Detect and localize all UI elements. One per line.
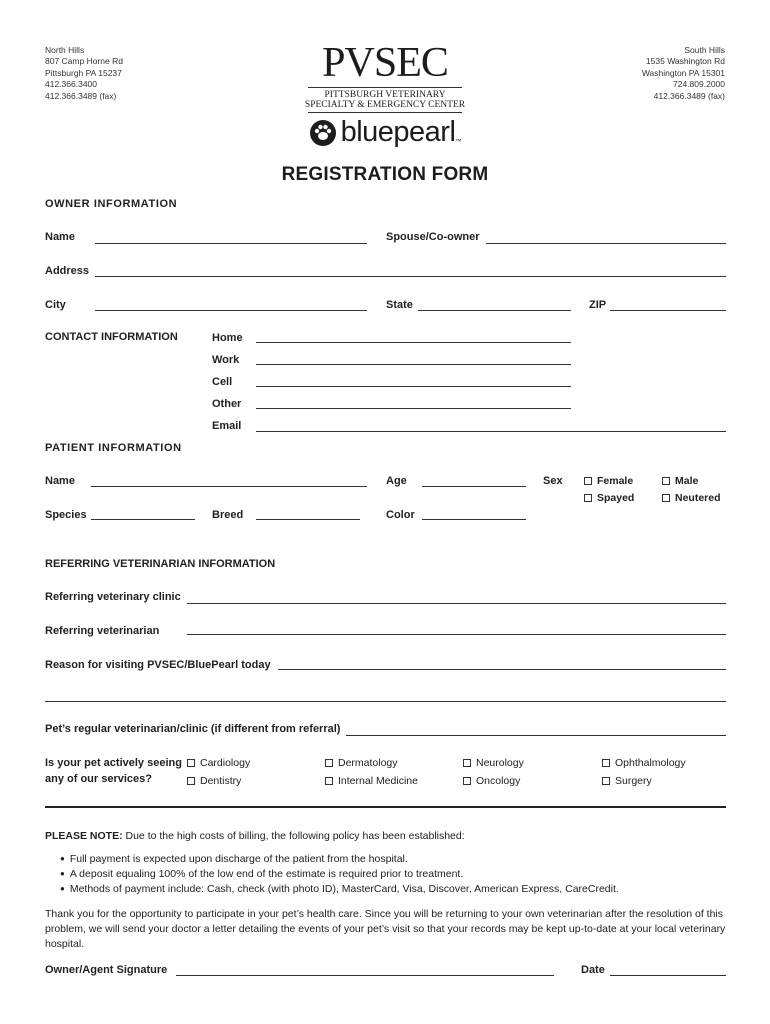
list-item: ● Methods of payment include: Cash, check (with photo ID), MasterCard, Visa, Discover, American Express, CareCredit. [60,882,619,897]
checkbox-box[interactable] [325,777,333,785]
address-line: Pittsburgh PA 15237 [45,67,122,78]
female-checkbox[interactable] [584,475,633,487]
trademark: ™ [455,139,462,145]
checkbox-label: Male [675,475,699,487]
referring-section-heading: REFERRING VETERINARIAN INFORMATION [45,558,276,570]
checkbox-label: Dentistry [200,775,242,787]
home-phone-field[interactable] [256,342,571,343]
payment-note [45,829,735,844]
state-label: State [386,299,413,311]
pet-name-field[interactable] [91,486,367,487]
referring-vet-label: Referring veterinarian [45,625,160,637]
cell-phone-field[interactable] [256,386,571,387]
referring-clinic-field[interactable] [187,603,726,604]
form-title: REGISTRATION FORM [281,164,489,185]
thank-you-paragraph: Thank you for the opportunity to participate in your pet’s health care. Since you will be returning to your own veterinarian after the resolution of this problem, we will send your doctor a letter detailing the events of your pet’s visit so that your records may be kept up-to-date at your local veterinary hospital. [45,908,726,950]
payment-policy-list [60,852,619,897]
spouse-field[interactable] [486,243,726,244]
age-label: Age [386,475,407,487]
neurology-checkbox[interactable] [463,757,524,769]
checkbox-box[interactable] [602,759,610,767]
male-checkbox[interactable] [662,475,698,487]
address-line: 1535 Washington Rd [645,56,725,67]
regular-vet-field[interactable] [346,735,726,736]
checkbox-label: Internal Medicine [338,775,418,787]
species-field[interactable] [91,519,195,520]
oncology-checkbox[interactable] [463,775,520,787]
checkbox-box[interactable] [662,477,670,485]
address-line: 807 Camp Horne Rd [45,56,123,67]
logo-pvsec: PVSEC [322,40,448,86]
address-field[interactable] [95,276,726,277]
checkbox-label: Spayed [597,492,635,504]
checkbox-label: Neutered [675,492,721,504]
dermatology-checkbox[interactable] [325,757,398,769]
breed-field[interactable] [256,519,360,520]
surgery-checkbox[interactable] [602,775,652,787]
checkbox-box[interactable] [584,494,592,502]
pet-name-label: Name [45,475,75,487]
checkbox-label: Dermatology [338,757,398,769]
checkbox-label: Female [597,475,634,487]
city-label: City [45,299,66,311]
owner-section-heading: OWNER INFORMATION [45,198,178,210]
north-hills-address [45,45,123,102]
other-phone-label: Other [212,398,242,410]
owner-name-field[interactable] [95,243,367,244]
referring-clinic-label: Referring veterinary clinic [45,591,181,603]
neutered-checkbox[interactable] [662,492,721,504]
checkbox-label: Cardiology [200,757,251,769]
owner-name-label: Name [45,231,75,243]
breed-label: Breed [212,509,244,521]
note-text: Due to the high costs of billing, the following policy has been established: [122,830,465,842]
list-item: ● A deposit equaling 100% of the low end of the estimate is required prior to treatment. [60,867,619,882]
checkbox-box[interactable] [463,759,471,767]
checkbox-box[interactable] [584,477,592,485]
city-field[interactable] [95,310,367,311]
fax: 412.366.3489 (fax) [45,90,117,101]
spayed-checkbox[interactable] [584,492,634,504]
species-label: Species [45,509,87,521]
phone: 724.809.2000 [673,79,725,90]
checkbox-label: Neurology [476,757,524,769]
other-phone-field[interactable] [256,408,571,409]
referring-vet-field[interactable] [187,634,726,635]
checkbox-box[interactable] [325,759,333,767]
list-item: ● Full payment is expected upon discharge of the patient from the hospital. [60,852,619,867]
reason-field-line2[interactable] [45,701,726,702]
spouse-label: Spouse/Co-owner [386,231,480,243]
cell-phone-label: Cell [212,376,233,388]
checkbox-label: Surgery [615,775,652,787]
zip-field[interactable] [610,310,726,311]
phone: 412.366.3400 [45,79,97,90]
signature-label: Owner/Agent Signature [45,964,168,976]
address-label: Address [45,265,90,277]
address-line: Washington PA 15301 [641,67,725,78]
date-label: Date [581,964,605,976]
logo [300,42,470,149]
cardiology-checkbox[interactable] [187,757,250,769]
state-field[interactable] [418,310,571,311]
patient-section-heading: PATIENT INFORMATION [45,442,182,454]
section-divider [45,806,726,808]
reason-label: Reason for visiting PVSEC/BluePearl today [45,659,271,671]
checkbox-box[interactable] [602,777,610,785]
contact-section-heading: CONTACT INFORMATION [45,331,178,343]
email-label: Email [212,420,242,432]
date-field[interactable] [610,975,726,976]
dentistry-checkbox[interactable] [187,775,241,787]
color-field[interactable] [422,519,526,520]
color-label: Color [386,509,415,521]
logo-subtitle: PITTSBURGH VETERINARY [324,90,446,100]
work-phone-label: Work [212,354,240,366]
paw-icon [309,119,337,147]
checkbox-box[interactable] [187,759,195,767]
internal-medicine-checkbox[interactable] [325,775,418,787]
work-phone-field[interactable] [256,364,571,365]
signature-field[interactable] [176,975,554,976]
age-field[interactable] [422,486,526,487]
sex-label: Sex [543,475,563,487]
checkbox-label: Ophthalmology [615,757,686,769]
email-field[interactable] [256,431,726,432]
reason-field[interactable] [278,669,726,670]
services-question-line1: Is your pet actively seeing [45,757,182,769]
south-hills-address [642,45,725,102]
checkbox-box[interactable] [463,777,471,785]
address-line: North Hills [45,45,85,55]
note-label: PLEASE NOTE: [45,830,123,842]
regular-vet-label: Pet’s regular veterinarian/clinic (if different from referral) [45,723,341,735]
checkbox-box[interactable] [662,494,670,502]
logo-subtitle: SPECIALTY & EMERGENCY CENTER [304,100,466,110]
ophthalmology-checkbox[interactable] [602,757,686,769]
fax: 412.366.3489 (fax) [653,90,725,101]
services-question-line2: any of our services? [45,773,152,785]
home-phone-label: Home [212,332,243,344]
zip-label: ZIP [589,299,607,311]
logo-bluepearl: bluepearl [340,116,456,148]
checkbox-box[interactable] [187,777,195,785]
address-line: South Hills [684,45,725,55]
checkbox-label: Oncology [476,775,521,787]
